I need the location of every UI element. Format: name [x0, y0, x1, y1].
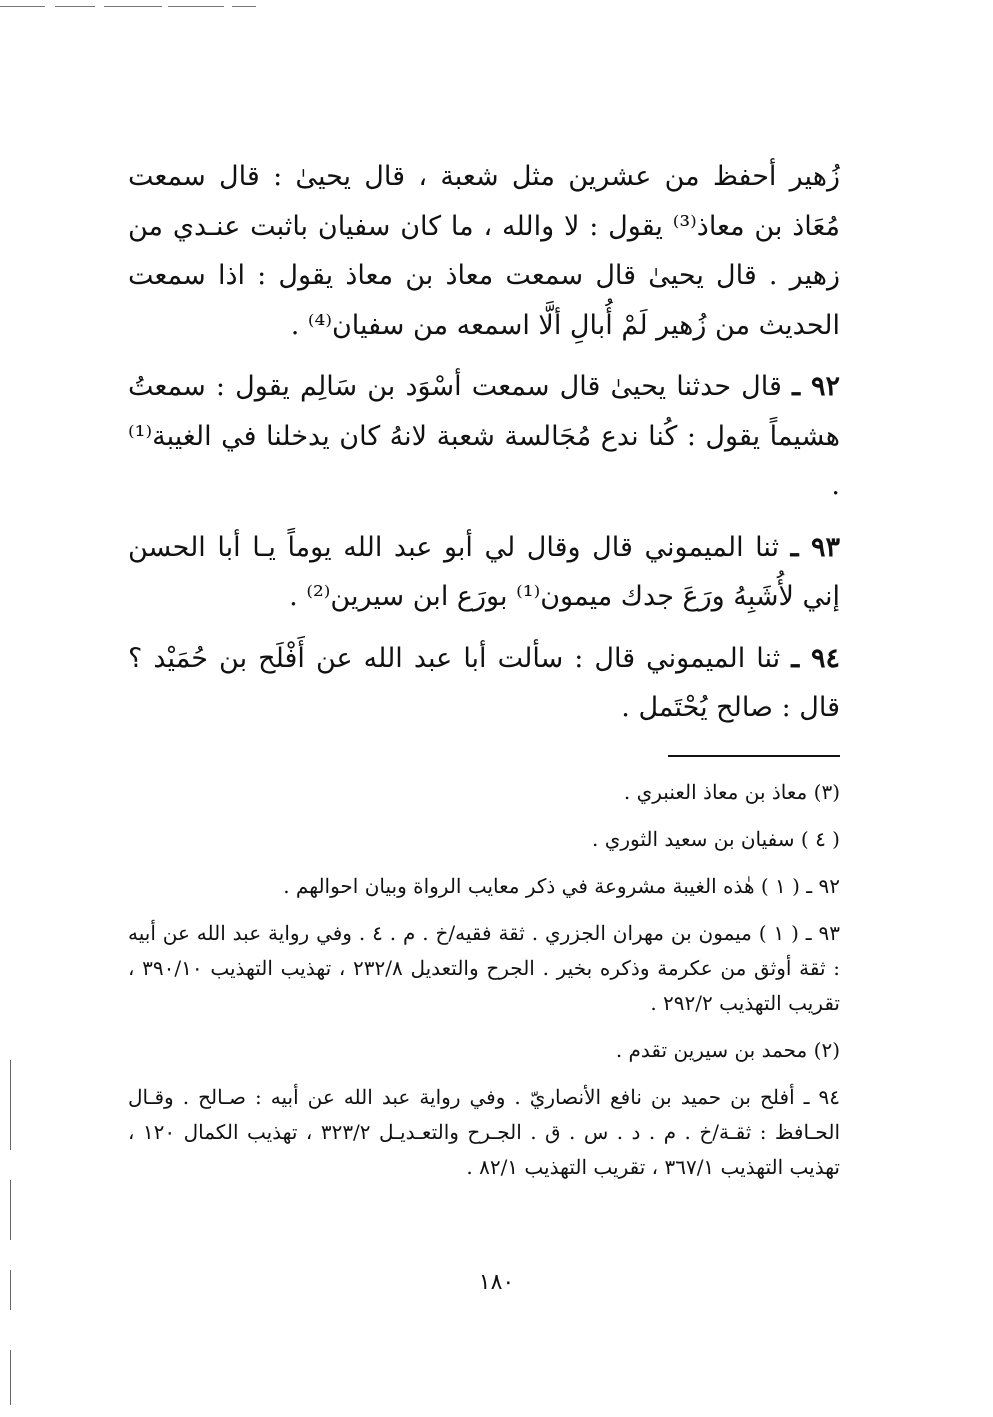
paragraph-continuation: زُهير أحفظ من عشرين مثل شعبة ، قال يحيىٰ : قال سمعت مُعَاذ بن معاذ⁽³⁾ يقول : لا والله ، ما كان سفيان باثبت عنـدي من زهير . قال يحيىٰ قال سمعت معاذ بن معاذ يقول : اذا سمعت الحديث من زُهير لَمْ أُبالِ ألَّا اسمعه من سفيان⁽⁴⁾ .	[128, 161, 840, 341]
page-body	[128, 152, 840, 1185]
footnote: (٢) محمد بن سيرين تقدم .	[615, 1037, 840, 1062]
footnote: ٩٢ ـ ( ١ ) هٰذه الغيبة مشروعة في ذكر معايب الرواة وبيان احوالهم .	[283, 873, 840, 898]
scan-artifact-top	[0, 6, 300, 10]
footnotes	[128, 775, 840, 1185]
main-text	[128, 152, 840, 733]
scan-artifact-edge	[10, 1060, 16, 1410]
paragraph-92: ٩٢ ـ قال حدثنا يحيىٰ قال سمعت أسْوَد بن سَالِم يقول : سمعتُ هشيماً يقول : كُنا ندع مُجَالسة شعبة لانهُ كان يدخلنا في الغيبة⁽¹⁾ .	[128, 371, 840, 501]
paragraph-93: ٩٣ ـ ثنا الميموني قال وقال لي أبو عبد الله يوماً يـا أبا الحسن إني لأُشَبِهُ ورَعَ جدك ميمون⁽¹⁾ بورَع ابن سيرين⁽²⁾ .	[128, 531, 840, 612]
entry-number: ٩٣ ـ	[790, 531, 840, 563]
footnote: ٩٤ ـ أفلح بن حميد بن نافع الأنصاريّ . وفي رواية عبد الله عن أبيه : صـالح . وقـال الحـافظ : ثقـة/خ . م . د . س . ق . الجـرح والتعـديـل ٣٢٣/٢ ، تهذيب الكمال ١٢٠ ، تهذيب التهذيب ٣٦٧/١ ، تقريب التهذيب ٨٢/١ .	[128, 1084, 840, 1179]
entry-number: ٩٢ ـ	[792, 371, 840, 402]
footnote-separator	[668, 755, 840, 757]
footnote: ( ٤ ) سفيان بن سعيد الثوري .	[592, 826, 840, 851]
footnote: ٩٣ ـ ( ١ ) ميمون بن مهران الجزري . ثقة فقيه/خ . م . ٤ . وفي رواية عبد الله عن أبيه : ثقة أوثق من عكرمة وذكره بخير . الجرح والتعديل ٢٣٢/٨ ، تهذيب التهذيب ٣٩٠/١٠ ، تقريب التهذيب ٢٩٢/٢ .	[128, 920, 841, 1015]
footnote: (٣) معاذ بن معاذ العنبري .	[623, 779, 840, 804]
page-number: ١٨٠	[478, 1270, 515, 1295]
entry-number: ٩٤ ـ	[791, 642, 840, 674]
paragraph-94: ٩٤ ـ ثنا الميموني قال : سألت أبا عبد الله عن أَفْلَح بن حُمَيْد ؟ قال : صالح يُحْتَمل .	[128, 642, 840, 723]
